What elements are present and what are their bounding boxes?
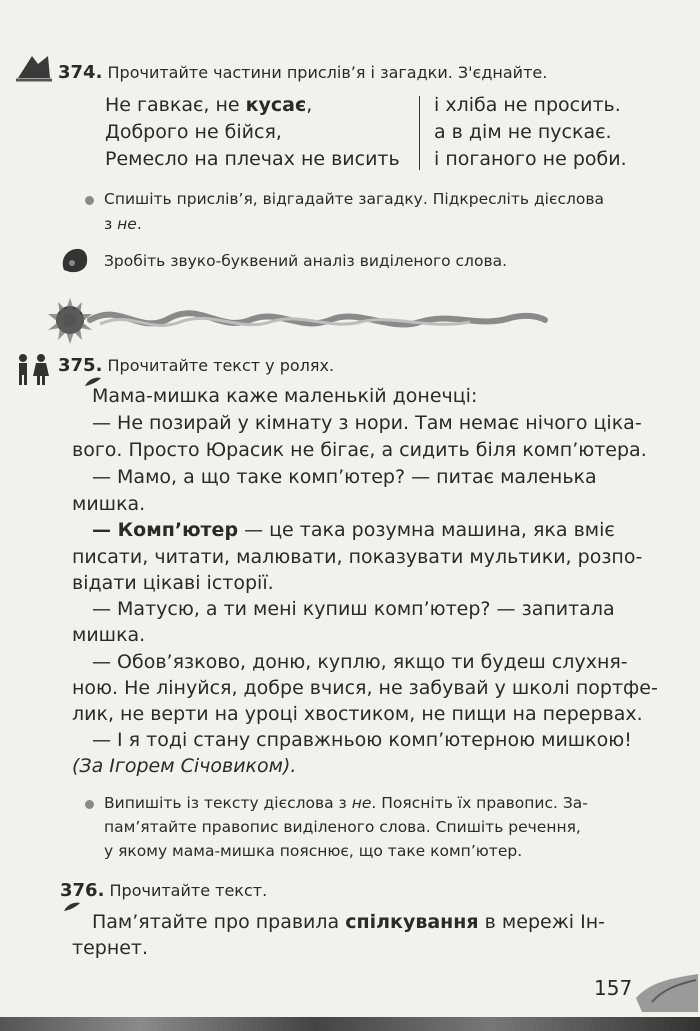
task-bullet-2: Зробіть звуко-буквений аналіз виділеного слова. (104, 252, 508, 270)
task-bullet-line: Випишіть із тексту дієслова з не. Поясніть їх правопис. За- (104, 794, 588, 812)
text-line: мишка. (72, 493, 146, 515)
feather-icon (83, 373, 103, 385)
text-line: лик, не верти на уроці хвостиком, не пищи на перервах. (72, 703, 643, 725)
pair-work-icon (14, 352, 58, 386)
text-line: — І я тоді стану справжньою комп’ютерною мишкою! (92, 729, 632, 751)
exercise-number: 374. (58, 62, 103, 83)
proverb-left-1: Не гавкає, не кусає, (105, 94, 313, 116)
task-bullet-1-line2: з не. (104, 215, 142, 233)
exercise-task: Прочитайте частини прислів’я і загадки. З'єднайте. (107, 63, 548, 82)
task-bullet-1-line1: Спишіть прислів’я, відгадайте загадку. Підкресліть дієслова (104, 190, 605, 208)
text-line: писати, читати, малювати, показувати мультики, розпо- (72, 546, 643, 568)
ornament-divider (30, 292, 550, 348)
feather-icon (62, 898, 82, 910)
highlighted-word: кусає (245, 94, 307, 116)
task-bullet-line: у якому мама-мишка пояснює, що таке комп’ютер. (104, 842, 523, 860)
text-line: — Комп’ютер — це така розумна машина, яка вміє (92, 519, 615, 541)
exercise-task: Прочитайте текст у ролях. (107, 356, 335, 375)
text-line: відати цікаві історії. (72, 572, 274, 594)
page-number: 157 (594, 976, 633, 1000)
text-line: Пам’ятайте про правила спілкування в мережі Ін- (92, 911, 606, 933)
exercise-task: Прочитайте текст. (109, 881, 268, 900)
highlighted-word: — Комп’ютер (92, 519, 239, 541)
flower-icon (48, 298, 92, 344)
text-line: тернет. (72, 937, 149, 959)
proverb-left-2: Доброго не бійся, (105, 121, 282, 143)
highlighted-word: спілкування (345, 911, 479, 933)
column-divider (419, 96, 420, 170)
exercise-number: 375. (58, 355, 103, 376)
analysis-icon (58, 246, 90, 274)
text-line: — Матусю, а ти мені купиш комп’ютер? — запитала (92, 598, 615, 620)
text-line: мишка. (72, 624, 146, 646)
author-credit: (За Ігорем Січовиком). (72, 755, 297, 777)
text-line: — Мамо, а що таке комп’ютер? — питає маленька (92, 466, 597, 488)
text-line: Мама-мишка каже маленькій донечці: (92, 385, 478, 407)
text-line: вого. Просто Юрасик не бігає, а сидить біля комп’ютера. (72, 439, 647, 461)
bullet-icon (85, 800, 94, 809)
proverb-right-1: і хліба не просить. (434, 94, 621, 116)
page-bottom-edge (0, 1017, 700, 1031)
task-bullet-line: пам’ятайте правопис виділеного слова. Спишіть речення, (104, 818, 581, 836)
text-line: — Обов’язково, доню, куплю, якщо ти будеш слухня- (92, 651, 628, 673)
exercise-number: 376. (60, 880, 105, 901)
bullet-icon (85, 196, 94, 205)
book-icon (14, 50, 54, 82)
exercise-374-header (58, 62, 547, 83)
text-line: — Не позирай у кімнату з нори. Там немає нічого ціка- (92, 412, 642, 434)
corner-leaf-icon (632, 968, 700, 1012)
exercise-376-header (60, 880, 267, 901)
proverb-right-2: а в дім не пускає. (434, 121, 612, 143)
proverb-left-3: Ремесло на плечах не висить (105, 148, 400, 170)
proverb-right-3: і поганого не роби. (434, 148, 627, 170)
text-line: ною. Не лінуйся, добре вчися, не забувай у школі портфе- (72, 677, 658, 699)
